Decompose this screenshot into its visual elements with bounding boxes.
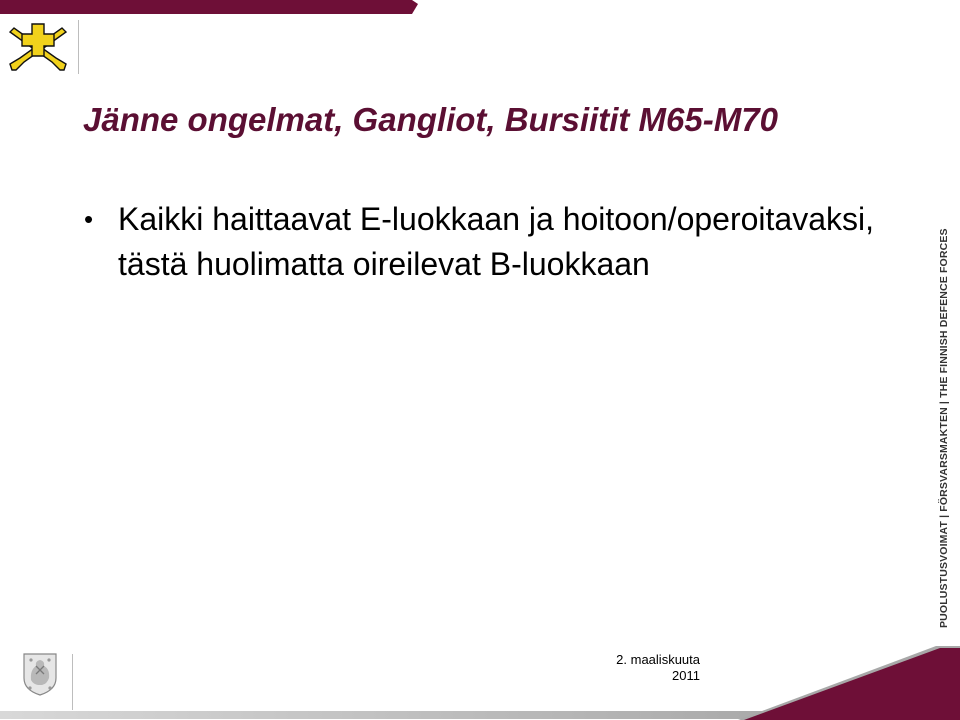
bullet-list (84, 197, 904, 287)
wedge-maroon (744, 648, 960, 720)
bullet-text: Kaikki haittaavat E-luokkaan ja hoitoon/operoitavaksi, tästä huolimatta oireilevat B-luokkaan (118, 201, 874, 282)
top-banner-bar (0, 0, 960, 18)
crest-divider-bottom (72, 654, 73, 710)
defence-forces-side-label: PUOLUSTUSVOIMAT | FÖRSVARSMAKTEN | THE FINNISH DEFENCE FORCES (938, 228, 950, 628)
top-banner-maroon (0, 0, 418, 14)
slide-date (560, 652, 700, 684)
bottom-maroon-wedge (730, 646, 960, 720)
crossed-swords-emblem-icon (6, 22, 70, 74)
date-line-1: 2. maaliskuuta (616, 652, 700, 667)
finnish-lion-crest-icon (22, 652, 58, 696)
bullet-item (84, 197, 904, 287)
crest-divider (78, 20, 79, 74)
slide-title: Jänne ongelmat, Gangliot, Bursiitit M65-M70 (83, 101, 778, 138)
bullet-icon: • (84, 204, 94, 234)
date-line-2: 2011 (672, 668, 700, 683)
